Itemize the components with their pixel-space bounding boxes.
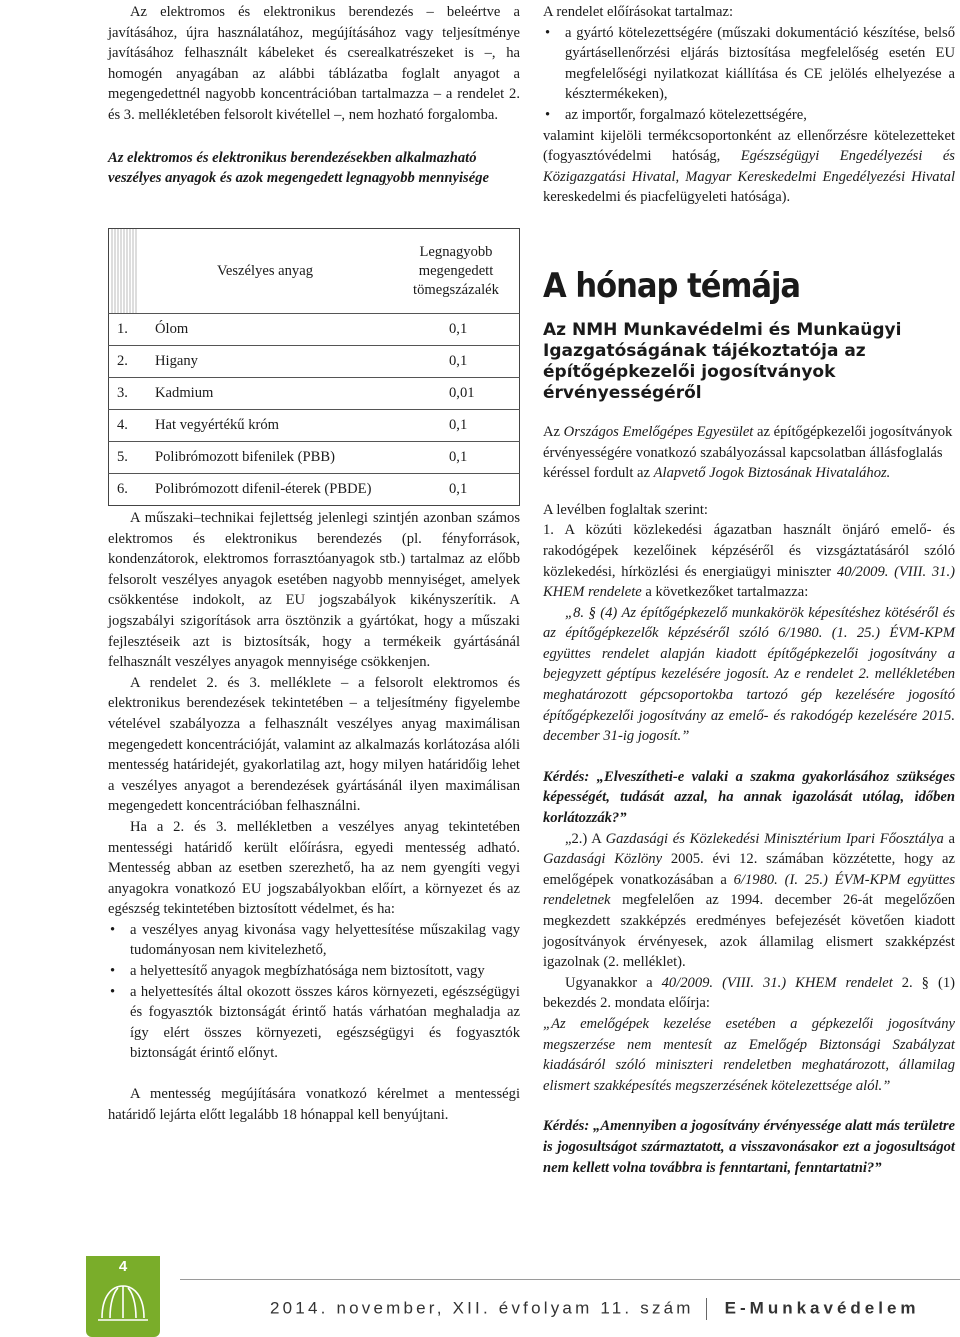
left-paragraph-1: Az elektromos és elektronikus berendezés – beleértve a javításához, újra használatához, megújításához vagy teljesítménye javításához felhasznált kábeleket és cserealkatrészeket is –, ha homogén anyagában az alábbi táblázatba foglalt anyagot a megengedettnél nagyobb koncentrációban tartalmazza – a rendelet 2. és 3. mellékletében felsorolt kivétellel –, nem hozható forgalomba.	[108, 4, 520, 123]
table-header-substance: Veszélyes anyag	[137, 229, 393, 314]
question-2: Kérdés: „Amennyiben a jogosítvány érvényessége alatt más területre is jogosultságot származtatott, a visszavonásakor ezt a jogosultságot nem kellett volna továbbra is fenntartani, fenntartatni?”	[543, 1118, 955, 1176]
table-row	[109, 346, 520, 378]
row-value: 0,1	[449, 449, 468, 465]
quote-1: „8. § (4) Az építőgépkezelő munkakörök képesítéshez kötéséről és az építőgépkezelők képzéséről szóló 6/1980. (1. 25.) ÉVM-KPM együttes rendelet alapján kiadott építőgépkezelői jogosítvány a bejegyzett géptípus kezelésére jogosít. Az e rendelet 2. mellékletében meghatározott gépcsoportokba tartozó gép kezelésére jogosító építőgépkezelői jogosítvány az emelő- és rakodógép kezelésére 2015. december 31-ig jogosít.”	[543, 604, 955, 745]
footer-issue	[270, 1298, 920, 1320]
right-paragraph-5: „2.) A Gazdasági és Közlekedési Minisztérium Ipari Főosztálya a Gazdasági Közlöny 2005. évi 12. számában közzétette, hogy az emelőgépek vonatkozásában a 6/1980. (I. 25.) ÉVM-KPM együttes rendeletnek megfelelően az 1994. december 26-át megelőzően megkezdett szakképzés eredményes befejezését követően kiadott jogosítványok érvényesek, azok államilag elismert szakképzést igazolnak (2. melléklet).	[543, 830, 956, 971]
brand-name: E-Munkavédelem	[724, 1298, 920, 1318]
table-header-row	[109, 229, 520, 314]
row-value: 0,1	[449, 353, 468, 369]
right-paragraph-6: Ugyanakkor a 40/2009. (VIII. 31.) KHEM rendelet 2. § (1) bekezdés 2. mondata előírja:	[543, 974, 955, 1012]
right-column	[543, 0, 955, 1178]
exemption-list	[108, 920, 520, 1064]
left-column-lower	[108, 508, 520, 1125]
left-paragraph-3: A rendelet 2. és 3. melléklete – a felsorolt elektromos és elektronikus berendezések tekintetében – a teljesítmény figyelembe vételével szabályozza a felhasznált veszélyes anyag maximálisan megengedett koncentrációját, valamint az alkalmazás korlátozása alóli mentesség határidejét, gyakorlatilag azt, hogy milyen határidőig lehet a veszélyes anyagot a berendezések gyártásánál ilyen maximálisan megengedett koncentrációban felhasználni.	[108, 674, 520, 815]
footer-separator	[706, 1298, 707, 1320]
section-subtitle: Az NMH Munkavédelmi és Munkaügyi Igazgatóságának tájékoztatója az építőgépkezelői jogosítványok érvényességéről	[543, 319, 902, 403]
section-title: A hónap témája	[543, 265, 801, 306]
right-paragraph-3: A levélben foglaltak szerint:	[543, 501, 708, 518]
row-number: 4.	[117, 417, 128, 433]
list-item: • az importőr, forgalmazó kötelezettségére,	[565, 105, 955, 126]
left-paragraph-2: A műszaki–technikai fejlettség jelenlegi szintjén azonban számos elektromos és elektronikus berendezés (pl. fényforrások, kondenzátorok, elektromos forrasztóanyagok stb.) tartalmaz az előbb felsorolt veszélyes anyagok esetében nagyobb mennyiséget, amelyek csökkentése indokolt, az EU jogszabályok kikényszerítik. A jogszabályi szigorítások arra ösztönzik a gyártókat, hogy a műszaki fejlesztéseik azt is biztosítsák, hogy a termékeik gyártásánál felhasznált veszélyes anyagok mennyisége csökkenjen.	[108, 510, 520, 671]
hazardous-substances-table	[108, 228, 520, 506]
table-caption: Az elektromos és elektronikus berendezésekben alkalmazható veszélyes anyagok és azok megengedett legnagyobb mennyisége	[108, 149, 489, 187]
row-number: 6.	[117, 481, 128, 497]
row-number: 5.	[117, 449, 128, 465]
right-intro: A rendelet előírásokat tartalmaz:	[543, 4, 734, 20]
page-number: 4	[118, 1258, 128, 1275]
table-row	[109, 442, 520, 474]
left-column	[108, 0, 520, 189]
right-paragraph-2: Az Országos Emelőgépes Egyesület az építőgépkezelői jogosítványok érvényességére vonatkozó szabályozással kapcsolatban állásfoglalás kéréssel fordult az Alapvető Jogok Biztosának Hivatalához.	[543, 423, 953, 482]
issue-info: 2014. november, XII. évfolyam 11. szám	[270, 1298, 694, 1318]
row-substance: Hat vegyértékű króm	[155, 417, 280, 433]
row-substance: Polibrómozott difenil-éterek (PBDE)	[155, 481, 372, 497]
row-value: 0,1	[449, 481, 468, 497]
table-row	[109, 410, 520, 442]
table-row	[109, 474, 520, 506]
quote-2: „Az emelőgépek kezelése esetében a gépkezelői jogosítvány megszerzése nem mentesít az Emelőgép Biztonsági Szabályzat kiadásáról szóló miniszteri rendeletben meghatározott, államilag elismert szakképesítés megszerzésének kötelezettsége alól.”	[543, 1015, 955, 1094]
right-paragraph-1: valamint kijelöli termékcsoportonként az ellenőrzésre kötelezetteket (fogyasztóvédelmi hatóság, Egészségügyi Engedélyezési és Közigazgatási Hivatal, Magyar Kereskedelmi Engedélyezési Hivatal kereskedelmi és piacfelügyeleti hatósága).	[543, 127, 955, 206]
obligations-list	[543, 23, 955, 126]
question-1: Kérdés: „Elveszítheti-e valaki a szakma gyakorlásához szükséges képességét, tudását azzal, ha annak igazolását utólag, időben korlátozzák?”	[543, 768, 955, 827]
table-row	[109, 314, 520, 346]
row-substance: Polibrómozott bifenilek (PBB)	[155, 449, 335, 465]
row-substance: Ólom	[155, 321, 189, 337]
row-number: 2.	[117, 353, 128, 369]
table-header-limit: Legnagyobb megengedett tömegszázalék	[393, 229, 520, 314]
row-value: 0,1	[449, 321, 468, 337]
list-item: • a helyettesítő anyagok megbízhatósága nem biztosított, vagy	[130, 961, 520, 982]
list-item: • a gyártó kötelezettségére (műszaki dokumentáció készítése, belső gyártásellenőrzési eljárás biztosítása megfelelőség esetén EU megfelelőségi nyilatkozat kiállítása és CE jelölés elhelyezése a késztermékeken),	[565, 23, 955, 105]
helmet-icon	[96, 1278, 150, 1334]
footer-divider	[180, 1279, 960, 1280]
row-number: 3.	[117, 385, 128, 401]
row-value: 0,01	[449, 385, 475, 401]
list-item: • a helyettesítés által okozott összes káros környezeti, egészségügyi és fogyasztók biztonságát érintő hatás várhatóan meghaladja az így elért összes környezeti, egészségügyi és fogyasztók biztonságát érintő előnyt.	[130, 982, 520, 1064]
row-substance: Kadmium	[155, 385, 214, 401]
row-value: 0,1	[449, 417, 468, 433]
row-number: 1.	[117, 321, 128, 337]
left-paragraph-4: Ha a 2. és 3. mellékletben a veszélyes anyag tekintetében mentességi határidő került előírásra, egyedi mentesség adható. Mentesség abban az esetben szerezhető, ha az nem gyengíti vegyi anyagokra vonatkozó EU jogszabályokban előírt, a környezet és az egészség tekintetében biztosított védelmet, és ha:	[108, 818, 520, 918]
table-row	[109, 378, 520, 410]
row-substance: Higany	[155, 353, 198, 369]
left-paragraph-5: A mentesség megújítására vonatkozó kérelmet a mentességi határidő lejárta előtt legalább 18 hónappal kell benyújtani.	[108, 1086, 520, 1123]
table-stripe	[109, 229, 138, 314]
right-paragraph-4: 1. A közúti közlekedési ágazatban használt önjáró emelő- és rakodógépek kezelőinek képzéséről és vizsgáztatásáról szóló közlekedési, hírközlési és energiaügyi miniszter 40/2009. (VIII. 31.) KHEM rendelete a következőket tartalmazza:	[543, 522, 955, 601]
list-item: • a veszélyes anyag kivonása vagy helyettesítése műszakilag vagy tudományosan nem kivitelezhető,	[130, 920, 520, 961]
